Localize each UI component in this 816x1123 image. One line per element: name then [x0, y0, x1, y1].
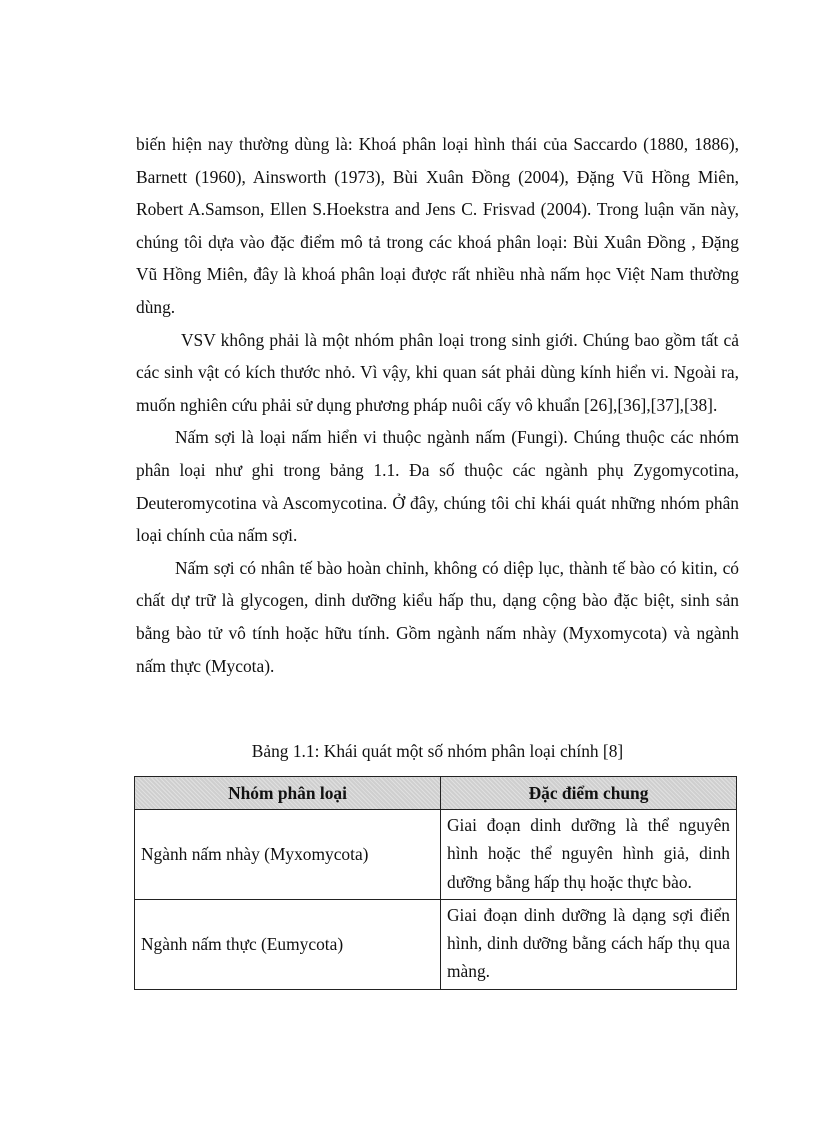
- table-row: [135, 899, 737, 989]
- header-characteristics: Đặc điểm chung: [441, 777, 737, 810]
- paragraph-identification-keys: biến hiện nay thường dùng là: Khoá phân loại hình thái của Saccardo (1880, 1886), Barnett (1960), Ainsworth (1973), Bùi Xuân Đồng (2004), Đặng Vũ Hồng Miên, Robert A.Samson, Ellen S.Hoekstra and Jens C. Frisvad (2004). Trong luận văn này, chúng tôi dựa vào đặc điểm mô tả trong các khoá phân loại: Bùi Xuân Đồng , Đặng Vũ Hồng Miên, đây là khoá phân loại được rất nhiều nhà nấm học Việt Nam thường dùng.: [136, 134, 739, 317]
- header-group: Nhóm phân loại: [135, 777, 441, 810]
- paragraph-microorganisms: VSV không phải là một nhóm phân loại trong sinh giới. Chúng bao gồm tất cả các sinh vật có kích thước nhỏ. Vì vậy, khi quan sát phải dùng kính hiển vi. Ngoài ra, muốn nghiên cứu phải sử dụng phương pháp nuôi cấy vô khuẩn [26],[36],[37],[38].: [136, 329, 739, 415]
- table-row: [135, 810, 737, 900]
- cell-group-myxomycota: Ngành nấm nhày (Myxomycota): [135, 810, 441, 900]
- cell-characteristics-eumycota: Giai đoạn dinh dưỡng là dạng sợi điển hình, dinh dưỡng bằng cách hấp thụ qua màng.: [441, 899, 737, 989]
- paragraph-filamentous-fungi: Nấm sợi là loại nấm hiển vi thuộc ngành nấm (Fungi). Chúng thuộc các nhóm phân loại như ghi trong bảng 1.1. Đa số thuộc các ngành phụ Zygomycotina, Deuteromycotina và Ascomycotina. Ở đây, chúng tôi chỉ khái quát những nhóm phân loại chính của nấm sợi.: [136, 427, 739, 546]
- body-text: [136, 128, 739, 682]
- classification-table: [134, 776, 737, 990]
- cell-characteristics-myxomycota: Giai đoạn dinh dưỡng là thể nguyên hình hoặc thể nguyên hình giả, dinh dưỡng bằng hấp thụ hoặc thực bào.: [441, 810, 737, 900]
- cell-group-eumycota: Ngành nấm thực (Eumycota): [135, 899, 441, 989]
- table-header-row: [135, 777, 737, 810]
- table-caption: Bảng 1.1: Khái quát một số nhóm phân loại chính [8]: [251, 741, 624, 761]
- paragraph-fungi-characteristics: Nấm sợi có nhân tế bào hoàn chỉnh, không có diệp lục, thành tế bào có kitin, có chất dự trữ là glycogen, dinh dưỡng kiểu hấp thu, dạng cộng bào đặc biệt, sinh sản bằng bào tử vô tính hoặc hữu tính. Gồm ngành nấm nhày (Myxomycota) và ngành nấm thực (Mycota).: [136, 557, 739, 676]
